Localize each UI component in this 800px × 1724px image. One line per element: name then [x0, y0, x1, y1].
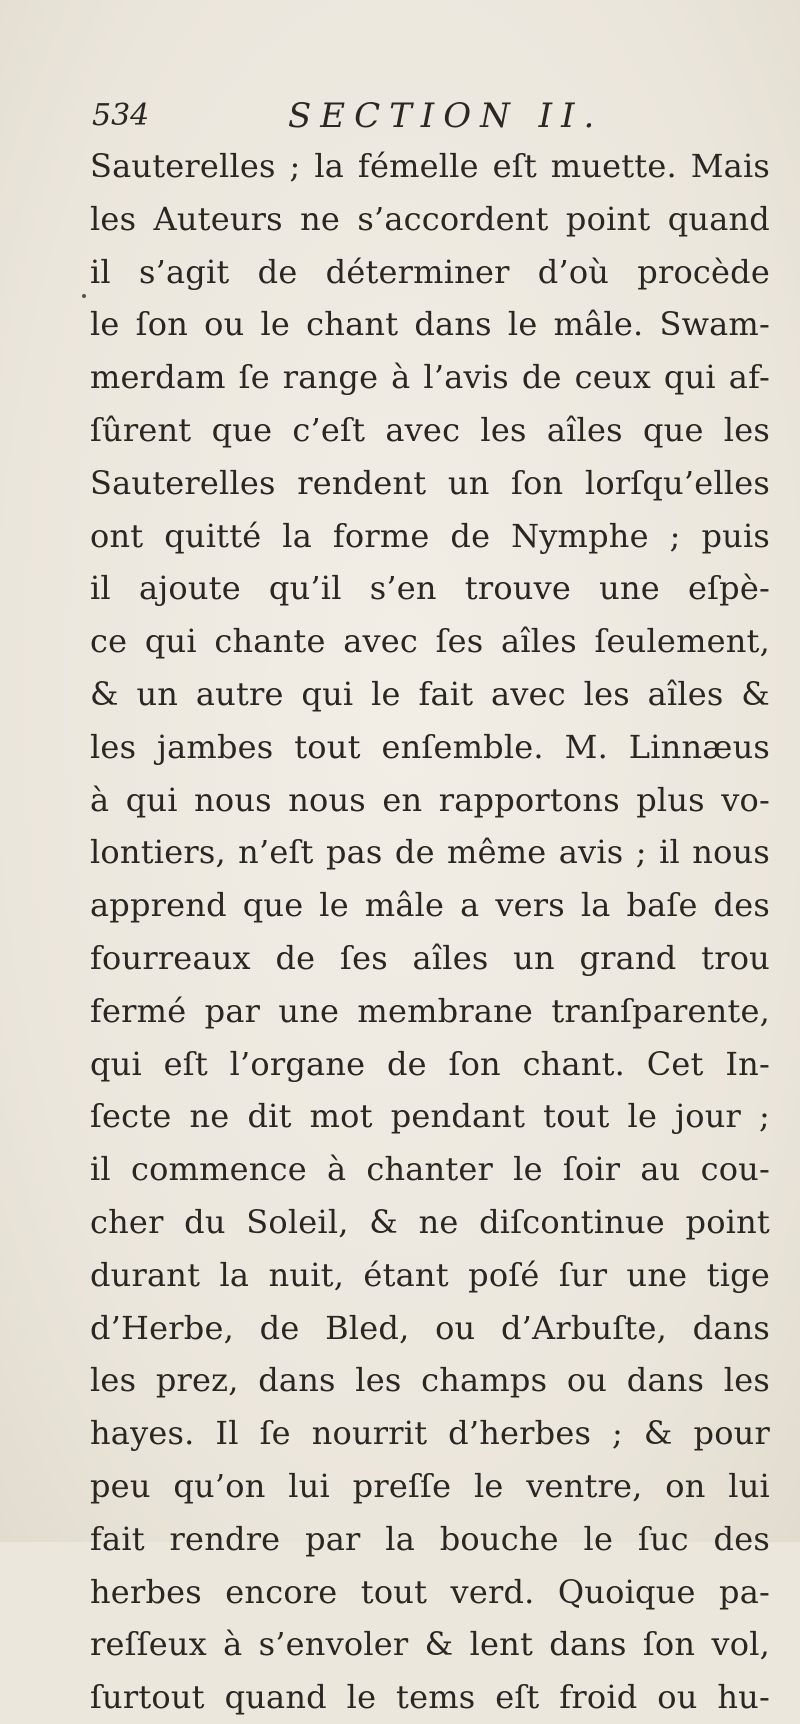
- text-line: fourreaux de ſes aîles un grand trou: [90, 938, 770, 977]
- text-line: Sauterelles rendent un ſon lorſqu’elles: [90, 463, 770, 502]
- text-line: les jambes tout enſemble. M. Linnæus: [90, 727, 770, 766]
- text-line: ce qui chante avec ſes aîles ſeulement,: [90, 622, 770, 661]
- text-line: fait rendre par la bouche le ſuc des: [90, 1519, 770, 1558]
- text-line: Sauterelles ; la fémelle eſt muette. Mais: [90, 147, 770, 185]
- page-number: 534: [92, 98, 150, 133]
- text-line: les prez, dans les champs ou dans les: [90, 1361, 770, 1400]
- body-text: [90, 140, 770, 1724]
- text-line: herbes encore tout verd. Quoique pa-: [90, 1572, 770, 1611]
- text-line: durant la nuit, étant poſé ſur une tige: [90, 1255, 770, 1294]
- text-line: le ſon ou le chant dans le mâle. Swam-: [90, 305, 770, 344]
- text-line: reſſeux à s’envoler & lent dans ſon vol,: [90, 1625, 770, 1664]
- text-line: à qui nous nous en rapportons plus vo-: [90, 780, 770, 819]
- text-line: ſurtout quand le tems eſt froid ou hu-: [90, 1678, 770, 1717]
- text-line: ſecte ne dit mot pendant tout le jour ;: [90, 1097, 770, 1136]
- text-line: d’Herbe, de Bled, ou d’Arbuſte, dans: [90, 1308, 770, 1347]
- text-line: ſûrent que c’eſt avec les aîles que les: [90, 410, 770, 449]
- page-header: [92, 96, 732, 140]
- text-line: hayes. Il ſe nourrit d’herbes ; & pour: [90, 1414, 770, 1453]
- text-line: ont quitté la forme de Nymphe ; puis: [90, 516, 770, 555]
- margin-mark: [82, 294, 86, 298]
- running-head: SECTION II.: [288, 96, 604, 136]
- text-line: cher du Soleil, & ne diſcontinue point: [90, 1202, 770, 1241]
- text-line: fermé par une membrane tranſparente,: [90, 991, 770, 1030]
- text-line: lontiers, n’eſt pas de même avis ; il nous: [90, 833, 770, 872]
- text-line: il s’agit de déterminer d’où procède: [90, 252, 770, 291]
- text-line: apprend que le mâle a vers la baſe des: [90, 886, 770, 925]
- text-line: peu qu’on lui preſſe le ventre, on lui: [90, 1466, 770, 1505]
- text-line: il ajoute qu’il s’en trouve une eſpè-: [90, 569, 770, 608]
- text-line: les Auteurs ne s’accordent point quand: [90, 199, 770, 238]
- text-line: & un autre qui le fait avec les aîles &: [90, 674, 770, 713]
- text-line: qui eſt l’organe de ſon chant. Cet In-: [90, 1044, 770, 1083]
- text-line: il commence à chanter le ſoir au cou-: [90, 1150, 770, 1189]
- text-line: merdam ſe range à l’avis de ceux qui af-: [90, 358, 770, 397]
